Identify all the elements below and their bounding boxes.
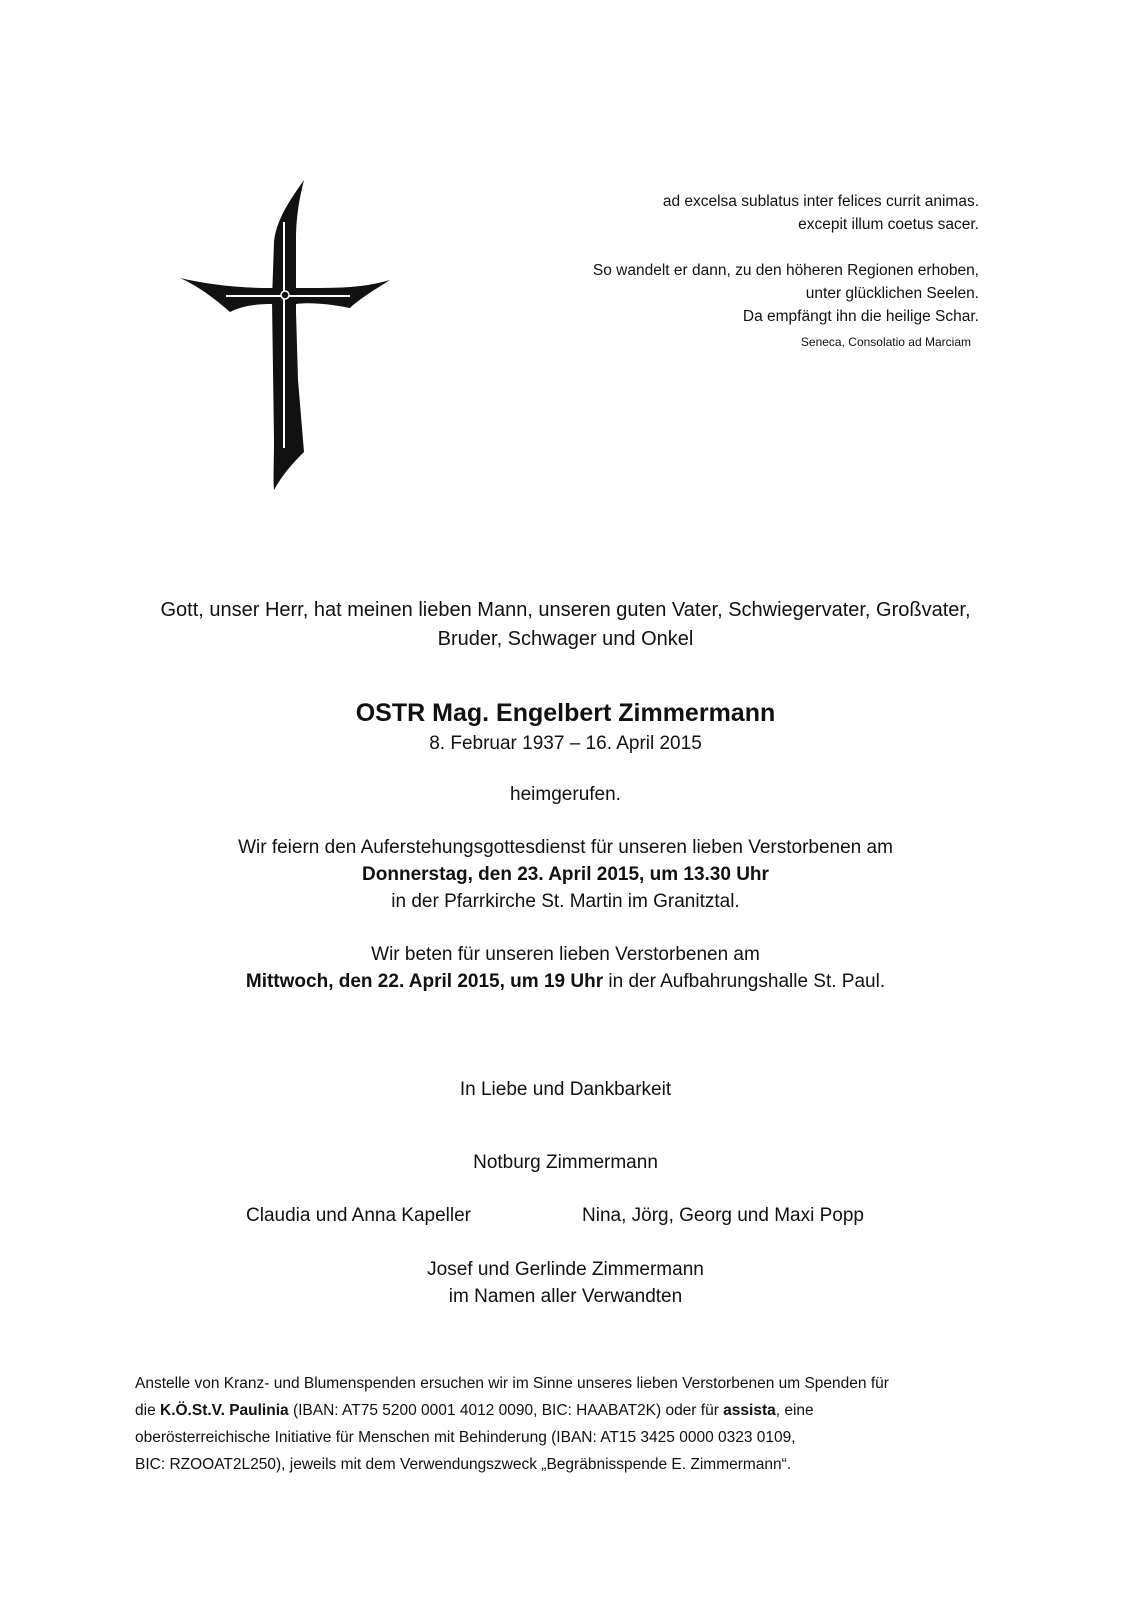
intro-line: Bruder, Schwager und Onkel	[437, 628, 694, 650]
donation-line: BIC: RZOOAT2L250), jeweils mit dem Verwendungszweck „Begräbnisspende E. Zimmermann“.	[135, 1456, 792, 1473]
mourner-right: Nina, Jörg, Georg und Maxi Popp	[582, 1205, 864, 1226]
funeral-service-info	[0, 834, 1131, 915]
donation-org-assista: assista	[723, 1402, 776, 1419]
donation-line	[135, 1397, 1015, 1424]
mourner-widow: Notburg Zimmermann	[473, 1152, 658, 1173]
prayer-info	[0, 941, 1131, 995]
intro-text	[0, 596, 1131, 654]
donation-note	[135, 1370, 1015, 1478]
service-place: in der Pfarrkirche St. Martin im Granitztal.	[391, 891, 740, 912]
quote-line: excepit illum coetus sacer.	[798, 216, 979, 233]
quote-line: Da empfängt ihn die heilige Schar.	[742, 308, 979, 325]
cross-icon	[180, 180, 390, 490]
prayer-line: Wir beten für unseren lieben Verstorbenen am	[371, 944, 760, 965]
family-line: Josef und Gerlinde Zimmermann	[427, 1259, 704, 1280]
quote-source: Seneca, Consolatio ad Marciam	[800, 335, 971, 349]
prayer-place: in der Aufbahrungshalle St. Paul.	[603, 971, 886, 992]
donation-text: , eine	[775, 1402, 814, 1419]
quote-line: unter glücklichen Seelen.	[805, 285, 979, 302]
deceased-name: OSTR Mag. Engelbert Zimmermann	[355, 699, 776, 727]
donation-text: die	[135, 1402, 160, 1419]
prayer-line-2	[0, 968, 1131, 995]
deceased-dates: 8. Februar 1937 – 16. April 2015	[429, 733, 702, 754]
donation-text: (IBAN: AT75 5200 0001 4012 0090, BIC: HAABAT2K) oder für	[288, 1402, 724, 1419]
donation-line: oberösterreichische Initiative für Menschen mit Behinderung (IBAN: AT15 3425 0000 0323 0109,	[135, 1429, 796, 1446]
closing-text: In Liebe und Dankbarkeit	[459, 1079, 672, 1100]
donation-org-paulinia: K.Ö.St.V. Paulinia	[160, 1402, 289, 1419]
quote-line: So wandelt er dann, zu den höheren Regionen erhoben,	[592, 262, 979, 279]
family-line: im Namen aller Verwandten	[448, 1286, 683, 1307]
service-datetime: Donnerstag, den 23. April 2015, um 13.30 Uhr	[362, 864, 769, 885]
prayer-datetime: Mittwoch, den 22. April 2015, um 19 Uhr	[245, 971, 604, 992]
epigraph-quote	[459, 190, 979, 351]
intro-line: Gott, unser Herr, hat meinen lieben Mann, unseren guten Vater, Schwiegervater, Großvater,	[160, 599, 971, 621]
donation-line: Anstelle von Kranz- und Blumenspenden ersuchen wir im Sinne unseres lieben Verstorbenen um Spenden für	[135, 1375, 889, 1392]
called-home-text: heimgerufen.	[510, 784, 621, 805]
quote-line: ad excelsa sublatus inter felices currit animas.	[662, 193, 979, 210]
mourner-family	[0, 1256, 1131, 1310]
mourner-left: Claudia und Anna Kapeller	[246, 1205, 472, 1226]
service-line: Wir feiern den Auferstehungsgottesdienst für unseren lieben Verstorbenen am	[238, 837, 893, 858]
